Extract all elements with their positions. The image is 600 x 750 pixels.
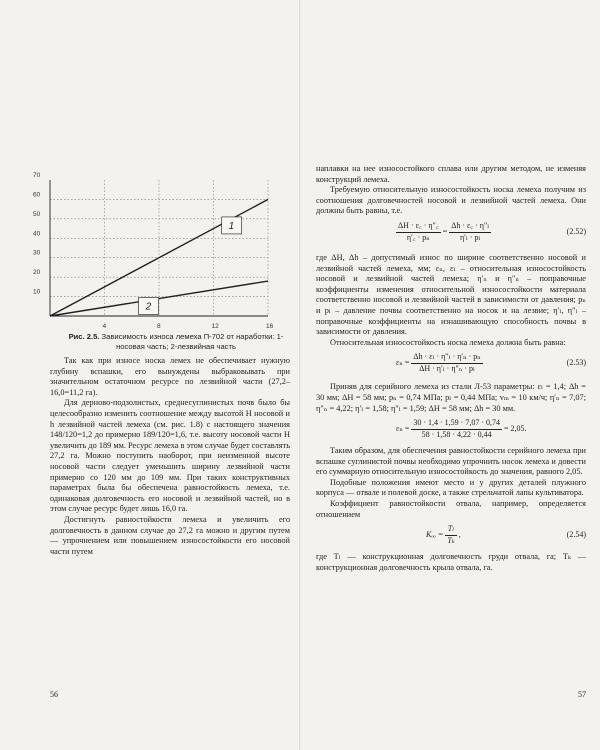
figure-caption-text: Зависимость износа лемеха П-702 от наработки: 1-носовая часть; 2-лезвийная часть bbox=[101, 332, 284, 351]
series-label-1: 1 bbox=[228, 220, 235, 232]
eqcalc-lhs: εₙ = bbox=[396, 424, 410, 434]
left-paragraph-2: Для дерново-подзолистых, среднесуглинистых почв было бы целесообразно изменить соотношение между высотой H носовой и h лезвийной частей лемеха (см. рис. 1.8) с настоящего значения 148/120=1,2 до примерно 189/120=1,6, т.е. высоту носовой части H увеличить до 189 мм. Ресурс лемеха в этом случае будет составлять 27,2 га. Можно поступить наоборот, при неизменной высоте носовой части следует уменьшить ширину лезвийной части примерно со 120 мм до 109 мм. При таких конструктивных параметрах была бы обеспечена равностойкость лемеха, т.е. одинаковая долговечность его носовой и лезвийной частей, но в этом случае ресурс будет лишь 16,0 га. bbox=[50, 398, 290, 514]
x-tick-label-4: 4 bbox=[102, 323, 107, 330]
left-text bbox=[50, 356, 290, 557]
x-tick-label-12: 12 bbox=[211, 323, 219, 330]
equation-2-53 bbox=[316, 348, 586, 382]
series-label-2: 2 bbox=[145, 301, 152, 313]
right-paragraph-5: Приняв для серийного лемеха из стали Л-53 параметры: εₗ = 1,4; Δh = 30 мм; ΔH = 58 мм; pₙ = 0,74 МПа; pₗ = 0,44 МПа; vₘ = 10 км/ч; η′ₙ = 7,07; η″ₙ = 4,22; η′ₗ = 1,58; η″ₗ = 1,59; ΔH = 58 мм; Δh = 30 мм. bbox=[316, 382, 586, 413]
eq254-number: (2.54) bbox=[566, 530, 586, 540]
right-page bbox=[300, 0, 600, 750]
eqcalc-result: = 2,05. bbox=[504, 424, 527, 434]
right-paragraph-1: наплавки на нее износостойкого сплава или другим методом, не изменяя конструкций лемеха. bbox=[316, 164, 586, 184]
y-tick-label-30: 30 bbox=[33, 249, 41, 257]
right-paragraph-2: Требуемую относительную износостойкость носка лемеха получим из соотношения долговечностей носовой и лезвийной частей лемеха. Они должны быть равны, т.е. bbox=[316, 185, 586, 216]
eq252-lhs-den: η′꜀ · pₙ bbox=[406, 232, 430, 242]
equation-2-52: $\frac{\Delta H \cdot \varepsilon꜀ \cdot \eta''꜀}{\text{η′꜀ · pₙ}}$ = $\frac{\text{Δh · ε꜀ · η″ₗ}}{\text{η′ₗ · pₗ}}$ (2.52) bbox=[398, 220, 586, 242]
eq252-rhs-den: η′ₗ · pₗ bbox=[459, 232, 481, 242]
eq252-lhs-num: ΔH · ε꜀ · η″꜀ bbox=[396, 221, 441, 233]
eq254-den: Tₖ bbox=[447, 535, 455, 545]
x-tick-label-16: 16 bbox=[266, 323, 274, 330]
right-paragraph-7: Подобные положения имеют место и у других деталей плужного корпуса — отвале и полевой доске, а также стрельчатой лапы культиватора. bbox=[316, 477, 586, 498]
right-paragraph-8: Коэффициент равностойкости отвала, например, определяется отношением bbox=[316, 499, 586, 519]
figure-caption-label: Рис. 2.5. bbox=[68, 332, 100, 341]
right-text bbox=[316, 164, 586, 573]
y-tick-label-60: 60 bbox=[33, 191, 41, 199]
chart-grid bbox=[50, 180, 268, 316]
eqcalc-den: 58 · 1,58 · 4,22 · 0,44 bbox=[421, 429, 492, 439]
right-paragraph-6: Таким образом, для обеспечения равностойкости серийного лемеха при вспашке суглинистой почвы необходимо упрочнить носок лемеха и довести его суммарную относительную износостойкость до значения, равного 2,05. bbox=[316, 446, 586, 477]
eq254-num: Tₗ bbox=[445, 524, 456, 536]
right-paragraph-4: Относительная износостойкость носка лемеха должна быть равна: bbox=[330, 337, 566, 347]
eq253-num: Δh · εₗ · η″ₗ · η′ₙ · pₙ bbox=[411, 352, 482, 364]
eq254-tail: , bbox=[458, 530, 461, 540]
y-tick-label-20: 20 bbox=[33, 269, 41, 277]
x-tick-label-8: 8 bbox=[157, 323, 161, 330]
eq252-number: (2.52) bbox=[566, 226, 586, 236]
equation-calc bbox=[316, 414, 586, 446]
y-tick-label-40: 40 bbox=[33, 230, 41, 238]
y-tick-label-70: 70 bbox=[33, 172, 41, 179]
right-paragraph-9: где Tₗ — конструкционная долговечность груди отвала, га; Tₖ — конструкционная долговечность крыла отвала, га. bbox=[316, 552, 586, 572]
left-paragraph-1: Так как при износе носка лемех не обеспечивает нужную глубину вспашки, его вынуждены выбраковывать при значительном остаточном ресурсе по лезвийной части (27,2–16,0=11,2 га). bbox=[50, 356, 290, 397]
figure-caption bbox=[60, 332, 292, 352]
equation-2-54 bbox=[316, 520, 586, 552]
page-number-left: 56 bbox=[50, 690, 58, 699]
y-tick-label-50: 50 bbox=[33, 210, 41, 218]
wear-chart bbox=[0, 0, 300, 340]
page-number-right: 57 bbox=[578, 690, 586, 699]
eq252-rhs-num: Δh · ε꜀ · η″ₗ bbox=[449, 221, 491, 233]
eqcalc-num: 30 · 1,4 · 1,59 · 7,07 · 0,74 bbox=[411, 418, 502, 430]
y-tick-label-10: 10 bbox=[33, 288, 41, 296]
eq253-number: (2.53) bbox=[566, 358, 586, 368]
eq253-den: ΔH · η′ₗ · η″ₙ · pₗ bbox=[419, 363, 475, 373]
right-paragraph-3: где ΔH, Δh – допустимый износ по ширине соответственно носовой и лезвийной частей лемеха, мм; εₙ, εₗ – относительная износостойкость носовой и лезвийной частей лемеха; η′ₙ и η″ₙ – поправочные коэффициенты изменения относительной износостойкости материала соответственно носовой и лезвийной частей в зависимости от давления; pₙ и pₗ – давление почвы соответственно на носок и на лезвие; η′ₗ, η″ₗ – поправочные коэффициенты на изнашивающую способность почвы в зависимости от давления. bbox=[316, 252, 586, 337]
eq254-lhs: Kₒₒ = bbox=[426, 530, 444, 540]
left-paragraph-3: Достигнуть равностойкости лемеха и увеличить его долговечность в данном случае до 27,2 га можно и другим путем — упрочнением или повышением износостойкости его носовой части путем bbox=[50, 514, 290, 556]
eq253-lhs: εₙ = bbox=[396, 358, 410, 368]
